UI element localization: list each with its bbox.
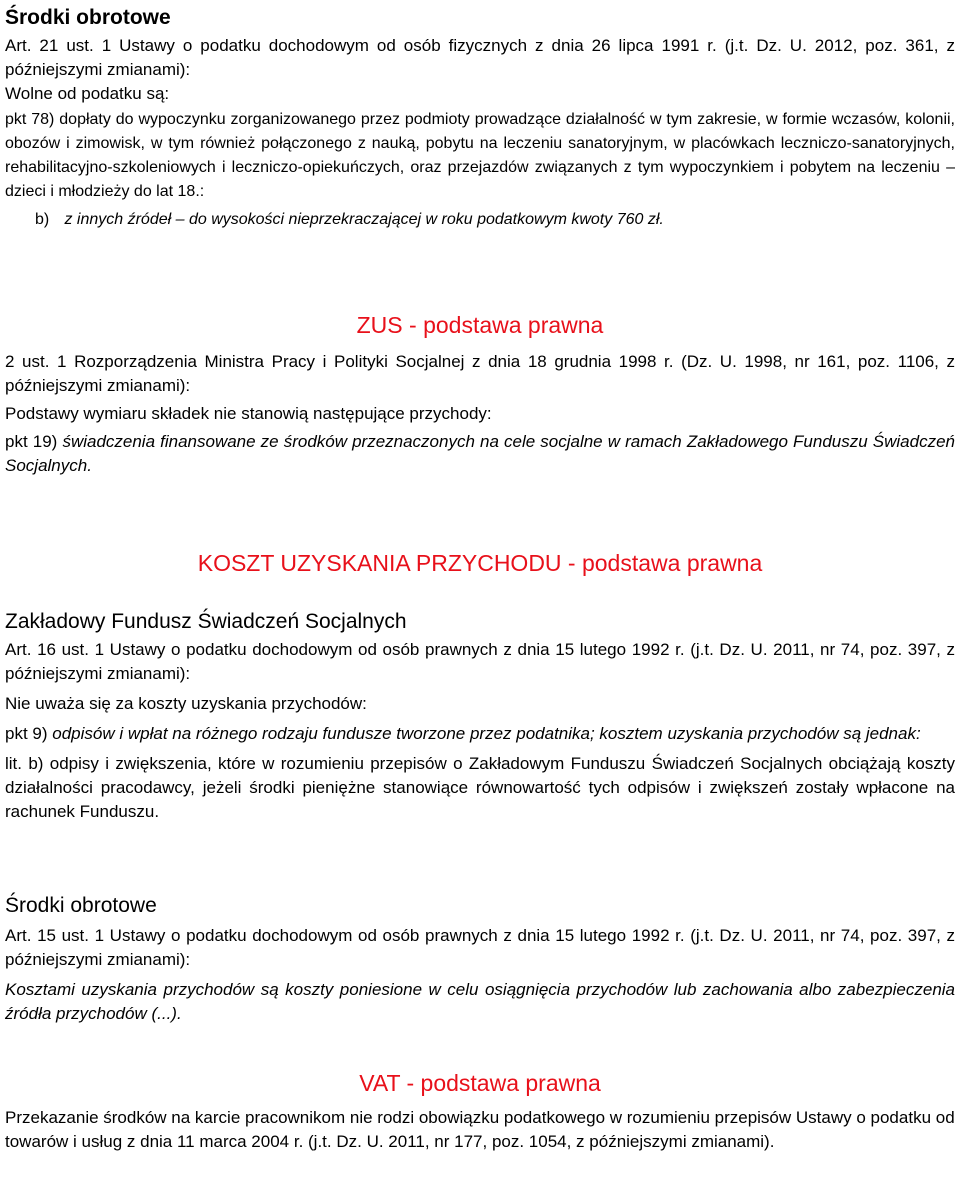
point-body: odpisów i wpłat na różnego rodzaju fundusze tworzone przez podatnika; kosztem uzyskania przychodów są jednak: [52,724,921,743]
body-text: Kosztami uzyskania przychodów są koszty poniesione w celu osiągnięcia przychodów lub zachowania albo zabezpieczenia źródła przychodów (...). [5,980,955,1023]
lit-text: lit. b) odpisy i zwiększenia, które w rozumieniu przepisów o Zakładowym Funduszu Świadczeń Socjalnych obciążają koszty działalności pracodawcy, jeżeli środki pieniężne stanowiące równowartość tych odpisów i zwiększeń zostały wpłacone na rachunek Funduszu. [5,754,955,821]
point-label: pkt 19) [5,432,58,451]
section-heading: KOSZT UZYSKANIA PRZYCHODU - podstawa prawna [197,550,763,576]
section-heading: ZUS - podstawa prawna [356,312,604,338]
section-heading: Środki obrotowe [5,894,157,917]
sub-point-text: z innych źródeł – do wysokości nieprzekraczającej w roku podatkowym kwoty 760 zł. [64,211,664,228]
legal-citation: 2 ust. 1 Rozporządzenia Ministra Pracy i Polityki Socjalnej z dnia 18 grudnia 1998 r. (Dz. U. 1998, nr 161, poz. 1106, z późniejszymi zmianami): [5,352,955,395]
point-text: pkt 78) dopłaty do wypoczynku zorganizowanego przez podmioty prowadzące działalność w tym zakresie, w formie wczasów, kolonii, obozów i zimowisk, w tym również połączonego z nauką, pobytu na leczeniu sanatoryjnym, w placówkach leczniczo-sanatoryjnych, rehabilitacyjno-szkoleniowych i leczniczo-opiekuńczych, oraz przejazdów związanych z tym wypoczynkiem i pobytem na leczeniu – dzieci i młodzieży do lat 18.: [5,111,955,200]
section-vat [5,1068,955,1154]
lead-text: Podstawy wymiaru składek nie stanowią następujące przychody: [5,404,492,423]
point-text [5,722,955,746]
section-heading: VAT - podstawa prawna [359,1070,601,1096]
section-srodki-obrotowe-1 [5,4,955,232]
lead-text: Wolne od podatku są: [5,84,170,103]
section-zus [5,310,955,478]
sub-point-label: b) [35,211,50,228]
section-srodki-obrotowe-2 [5,892,955,1026]
section-koszt [5,548,955,824]
legal-citation: Art. 16 ust. 1 Ustawy o podatku dochodowym od osób prawnych z dnia 15 lutego 1992 r. (j.t. Dz. U. 2011, nr 74, poz. 397, z późniejszymi zmianami): [5,640,955,683]
body-text: Przekazanie środków na karcie pracownikom nie rodzi obowiązku podatkowego w rozumieniu przepisów Ustawy o podatku od towarów i usług z dnia 11 marca 2004 r. (j.t. Dz. U. 2011, nr 177, poz. 1054, z późniejszymi zmianami). [5,1108,955,1151]
point-label: pkt 9) [5,724,48,743]
lead-text: Nie uważa się za koszty uzyskania przychodów: [5,694,367,713]
legal-citation: Art. 15 ust. 1 Ustawy o podatku dochodowym od osób prawnych z dnia 15 lutego 1992 r. (j.t. Dz. U. 2011, nr 74, poz. 397, z późniejszymi zmianami): [5,926,955,969]
legal-citation: Art. 21 ust. 1 Ustawy o podatku dochodowym od osób fizycznych z dnia 26 lipca 1991 r. (j.t. Dz. U. 2012, poz. 361, z późniejszymi zmianami): [5,36,955,79]
section-heading: Środki obrotowe [5,6,171,29]
point-text [5,430,955,478]
point-body: świadczenia finansowane ze środków przeznaczonych na cele socjalne w ramach Zakładowego Funduszu Świadczeń Socjalnych. [5,432,955,475]
subsection-heading: Zakładowy Fundusz Świadczeń Socjalnych [5,610,407,633]
sub-point [5,208,955,232]
